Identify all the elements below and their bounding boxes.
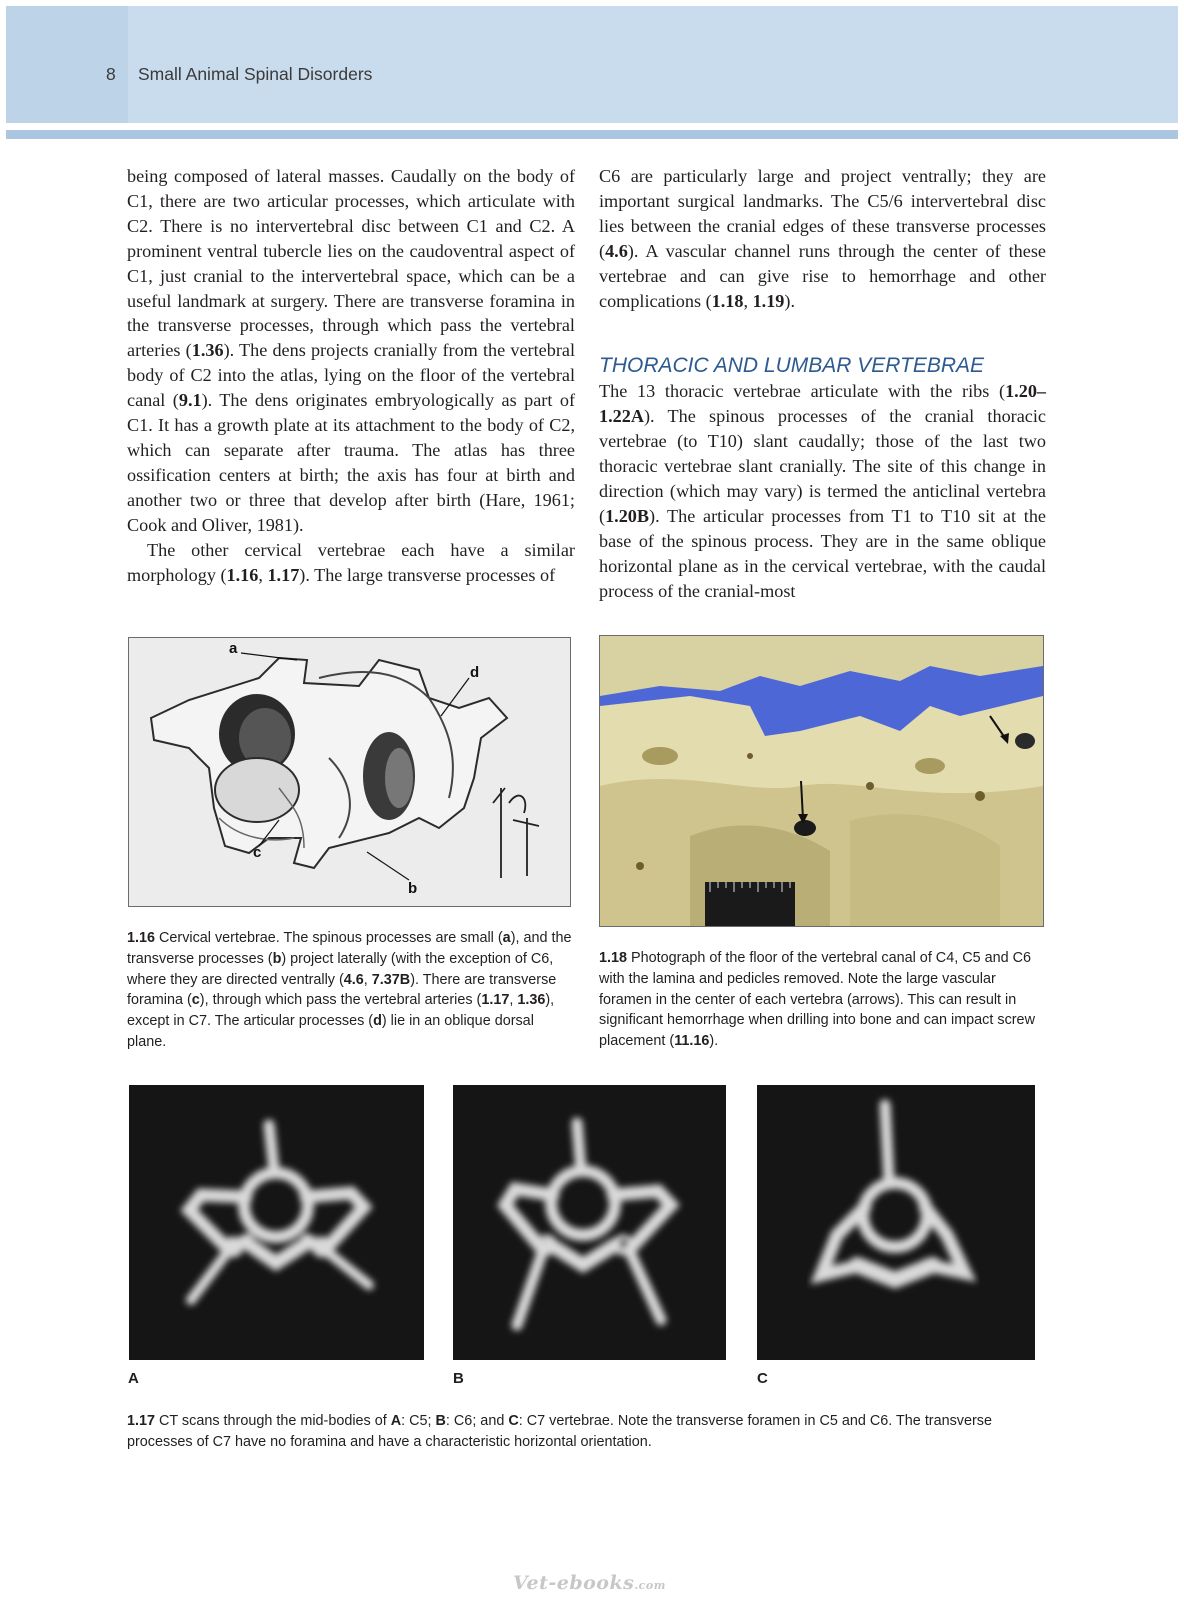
ct-image-a — [129, 1085, 424, 1360]
figure-ref: 1.36 — [191, 340, 224, 361]
right-text-column — [599, 164, 1046, 604]
header-rule — [6, 130, 1178, 139]
ct-image-c — [757, 1085, 1035, 1360]
vertebrae-illustration — [129, 638, 570, 906]
figure-1-17-caption: 1.17 CT scans through the mid-bodies of A: C5; B: C6; and C: C7 vertebrae. Note the transverse foramen in C5 and C6. The transverse processes of C7 have no foramina and have a characteristic horizontal orientation. — [127, 1413, 992, 1450]
figure-ref: 1.19 — [752, 290, 785, 311]
figure-ref: 1.20–1.22A — [599, 381, 1046, 427]
body-paragraph: The other cervical vertebrae each have a similar morphology (1.16, 1.17). The large transverse processes of — [127, 539, 575, 585]
label-d: d — [470, 664, 480, 681]
body-paragraph: The 13 thoracic vertebrae articulate with the ribs (1.20–1.22A). The spinous processes of the cranial thoracic vertebrae (to T10) slant caudally; those of the last two thoracic vertebrae slant cranially. The site of this change in direction (which may vary) is termed the anticlinal vertebra (1.20B). The articular processes from T1 to T10 sit at the base of the spinous process. They are in the same oblique horizontal plane as in the cervical vertebrae, with the caudal process of the cranial-most — [599, 381, 1046, 601]
watermark: Vet-ebooks.com — [513, 1572, 666, 1594]
running-title: Small Animal Spinal Disorders — [138, 64, 373, 84]
body-paragraph: C6 are particularly large and project ventrally; they are important surgical landmarks. The C5/6 intervertebral disc lies between the cranial edges of these transverse processes (4.6). A vascular channel runs through the center of these vertebrae and can give rise to hemorrhage and other complications (1.18, 1.19). — [599, 166, 1046, 311]
section-heading: THORACIC AND LUMBAR VERTEBRAE — [599, 354, 985, 378]
cervical-vertebrae-drawing — [128, 637, 571, 907]
ct-scan-c6 — [453, 1085, 726, 1360]
figure-ref: 4.6 — [605, 240, 628, 261]
figure-ref: 1.16 — [226, 564, 259, 585]
figure-ref: 1.20B — [605, 505, 650, 526]
figure-1-16-caption: 1.16 Cervical vertebrae. The spinous processes are small (a), and the transverse processes (b) project laterally (with the exception of C6, where they are directed ventrally (4.6, 7.37B). There are transverse foramina (c), through which pass the vertebral arteries (1.17, 1.36), except in C7. The articular processes (d) lie in an oblique dorsal plane. — [127, 930, 572, 1050]
panel-label-a: A — [128, 1370, 139, 1387]
bone-photo — [600, 636, 1043, 926]
panel-label-b: B — [453, 1370, 464, 1387]
ct-scan-c7 — [757, 1085, 1035, 1360]
label-c: c — [253, 844, 262, 861]
vertebral-canal-photo — [599, 635, 1044, 927]
header-gap — [6, 123, 1178, 130]
page-number: 8 — [106, 64, 116, 84]
left-text-column — [127, 164, 575, 587]
figure-1-18-caption: 1.18 Photograph of the floor of the vertebral canal of C4, C5 and C6 with the lamina and pedicles removed. Note the large vascular foramen in the center of each vertebra (arrows). This can result in significant hemorrhage when drilling into bone and can impact screw placement (11.16). — [599, 950, 1035, 1050]
body-paragraph: being composed of lateral masses. Caudally on the body of C1, there are two articular processes, which articulate with C2. There is no intervertebral disc between C1 and C2. A prominent ventral tubercle lies on the caudoventral aspect of C1, just cranial to the intervertebral space, which can be a useful landmark at surgery. There are transverse foramina in the transverse processes, through which pass the vertebral arteries (1.36). The dens projects cranially from the vertebral body of C2 into the atlas, lying on the floor of the vertebral canal (9.1). The dens originates embryologically as part of C1. It has a growth plate at its attachment to the body of C2, which can separate after trauma. The atlas has three ossification centers at birth; the axis has four at birth and another two or three that develop after birth (Hare, 1961; Cook and Oliver, 1981). — [127, 166, 576, 535]
figure-ref: 1.17 — [267, 564, 300, 585]
ct-image-b — [453, 1085, 726, 1360]
label-a: a — [229, 640, 238, 657]
panel-label-c: C — [757, 1370, 768, 1387]
figure-ref: 9.1 — [178, 390, 202, 411]
label-b: b — [408, 880, 418, 897]
figure-ref: 1.18 — [711, 290, 744, 311]
ct-scan-c5 — [129, 1085, 424, 1360]
